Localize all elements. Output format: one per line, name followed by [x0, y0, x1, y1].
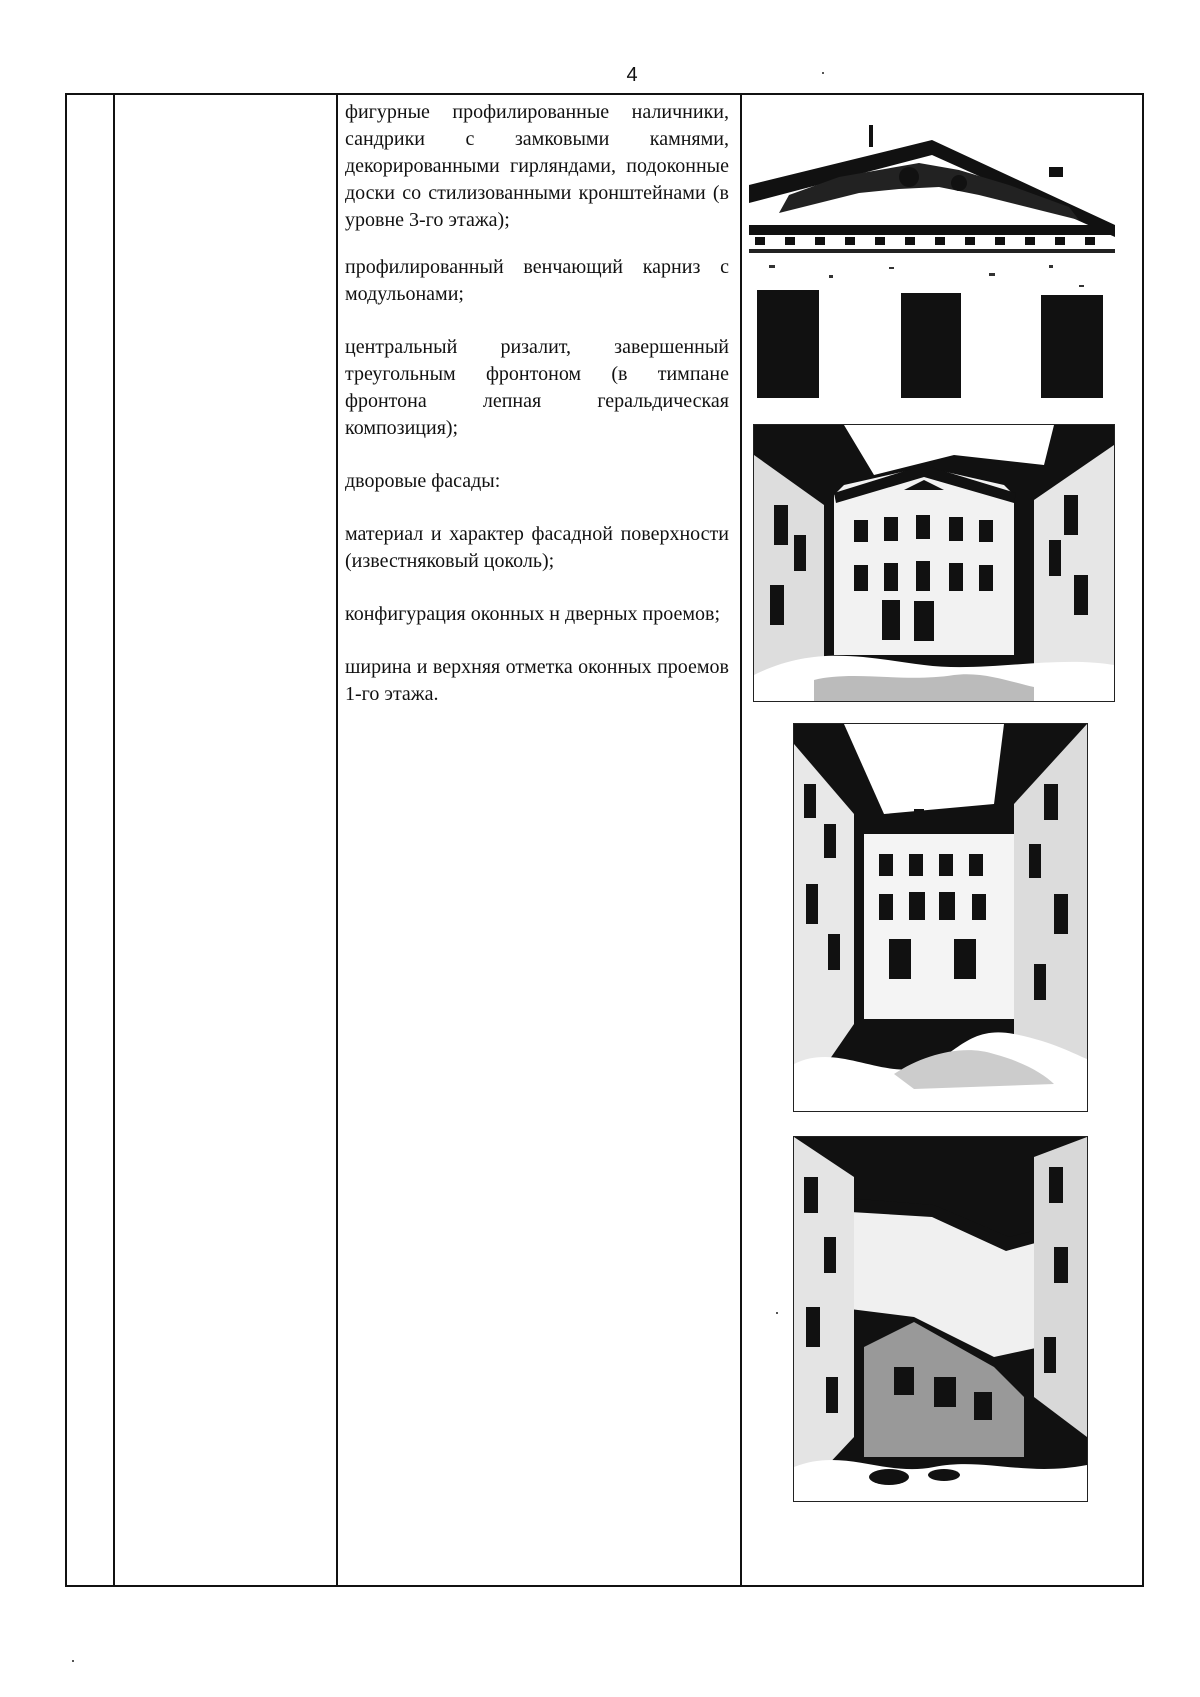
scan-speck — [72, 1660, 74, 1662]
courtyard-facade-photo — [793, 723, 1088, 1112]
description-paragraph: ширина и верхняя отметка оконных проемов 1-го этажа. — [345, 656, 729, 705]
description-paragraph: конфигурация оконных н дверных проемов; — [345, 603, 720, 625]
description-paragraph: центральный ризалит, завершенный треугольным фронтоном (в тимпане фронтона лепная геральдическая композиция); — [345, 336, 729, 439]
courtyard-risalit-photo — [753, 424, 1115, 702]
scan-speck — [822, 72, 824, 74]
pediment-facade-photo — [749, 125, 1115, 398]
description-paragraph: материал и характер фасадной поверхности (известняковый цоколь); — [345, 523, 729, 572]
description-paragraph: профилированный венчающий карниз с модульонами; — [345, 256, 729, 305]
column-divider — [740, 95, 742, 1585]
page-number: 4 — [626, 64, 638, 86]
courtyard-wall-photo — [793, 1136, 1088, 1502]
description-column — [345, 99, 729, 708]
description-paragraph: дворовые фасады: — [345, 470, 501, 492]
column-divider — [113, 95, 115, 1585]
column-divider — [336, 95, 338, 1585]
description-paragraph: фигурные профилированные наличники, сандрики с замковыми камнями, декорированными гирляндами, подоконные доски со стилизованными кронштейнами (в уровне 3-го этажа); — [345, 101, 729, 231]
scan-speck — [776, 1312, 778, 1314]
